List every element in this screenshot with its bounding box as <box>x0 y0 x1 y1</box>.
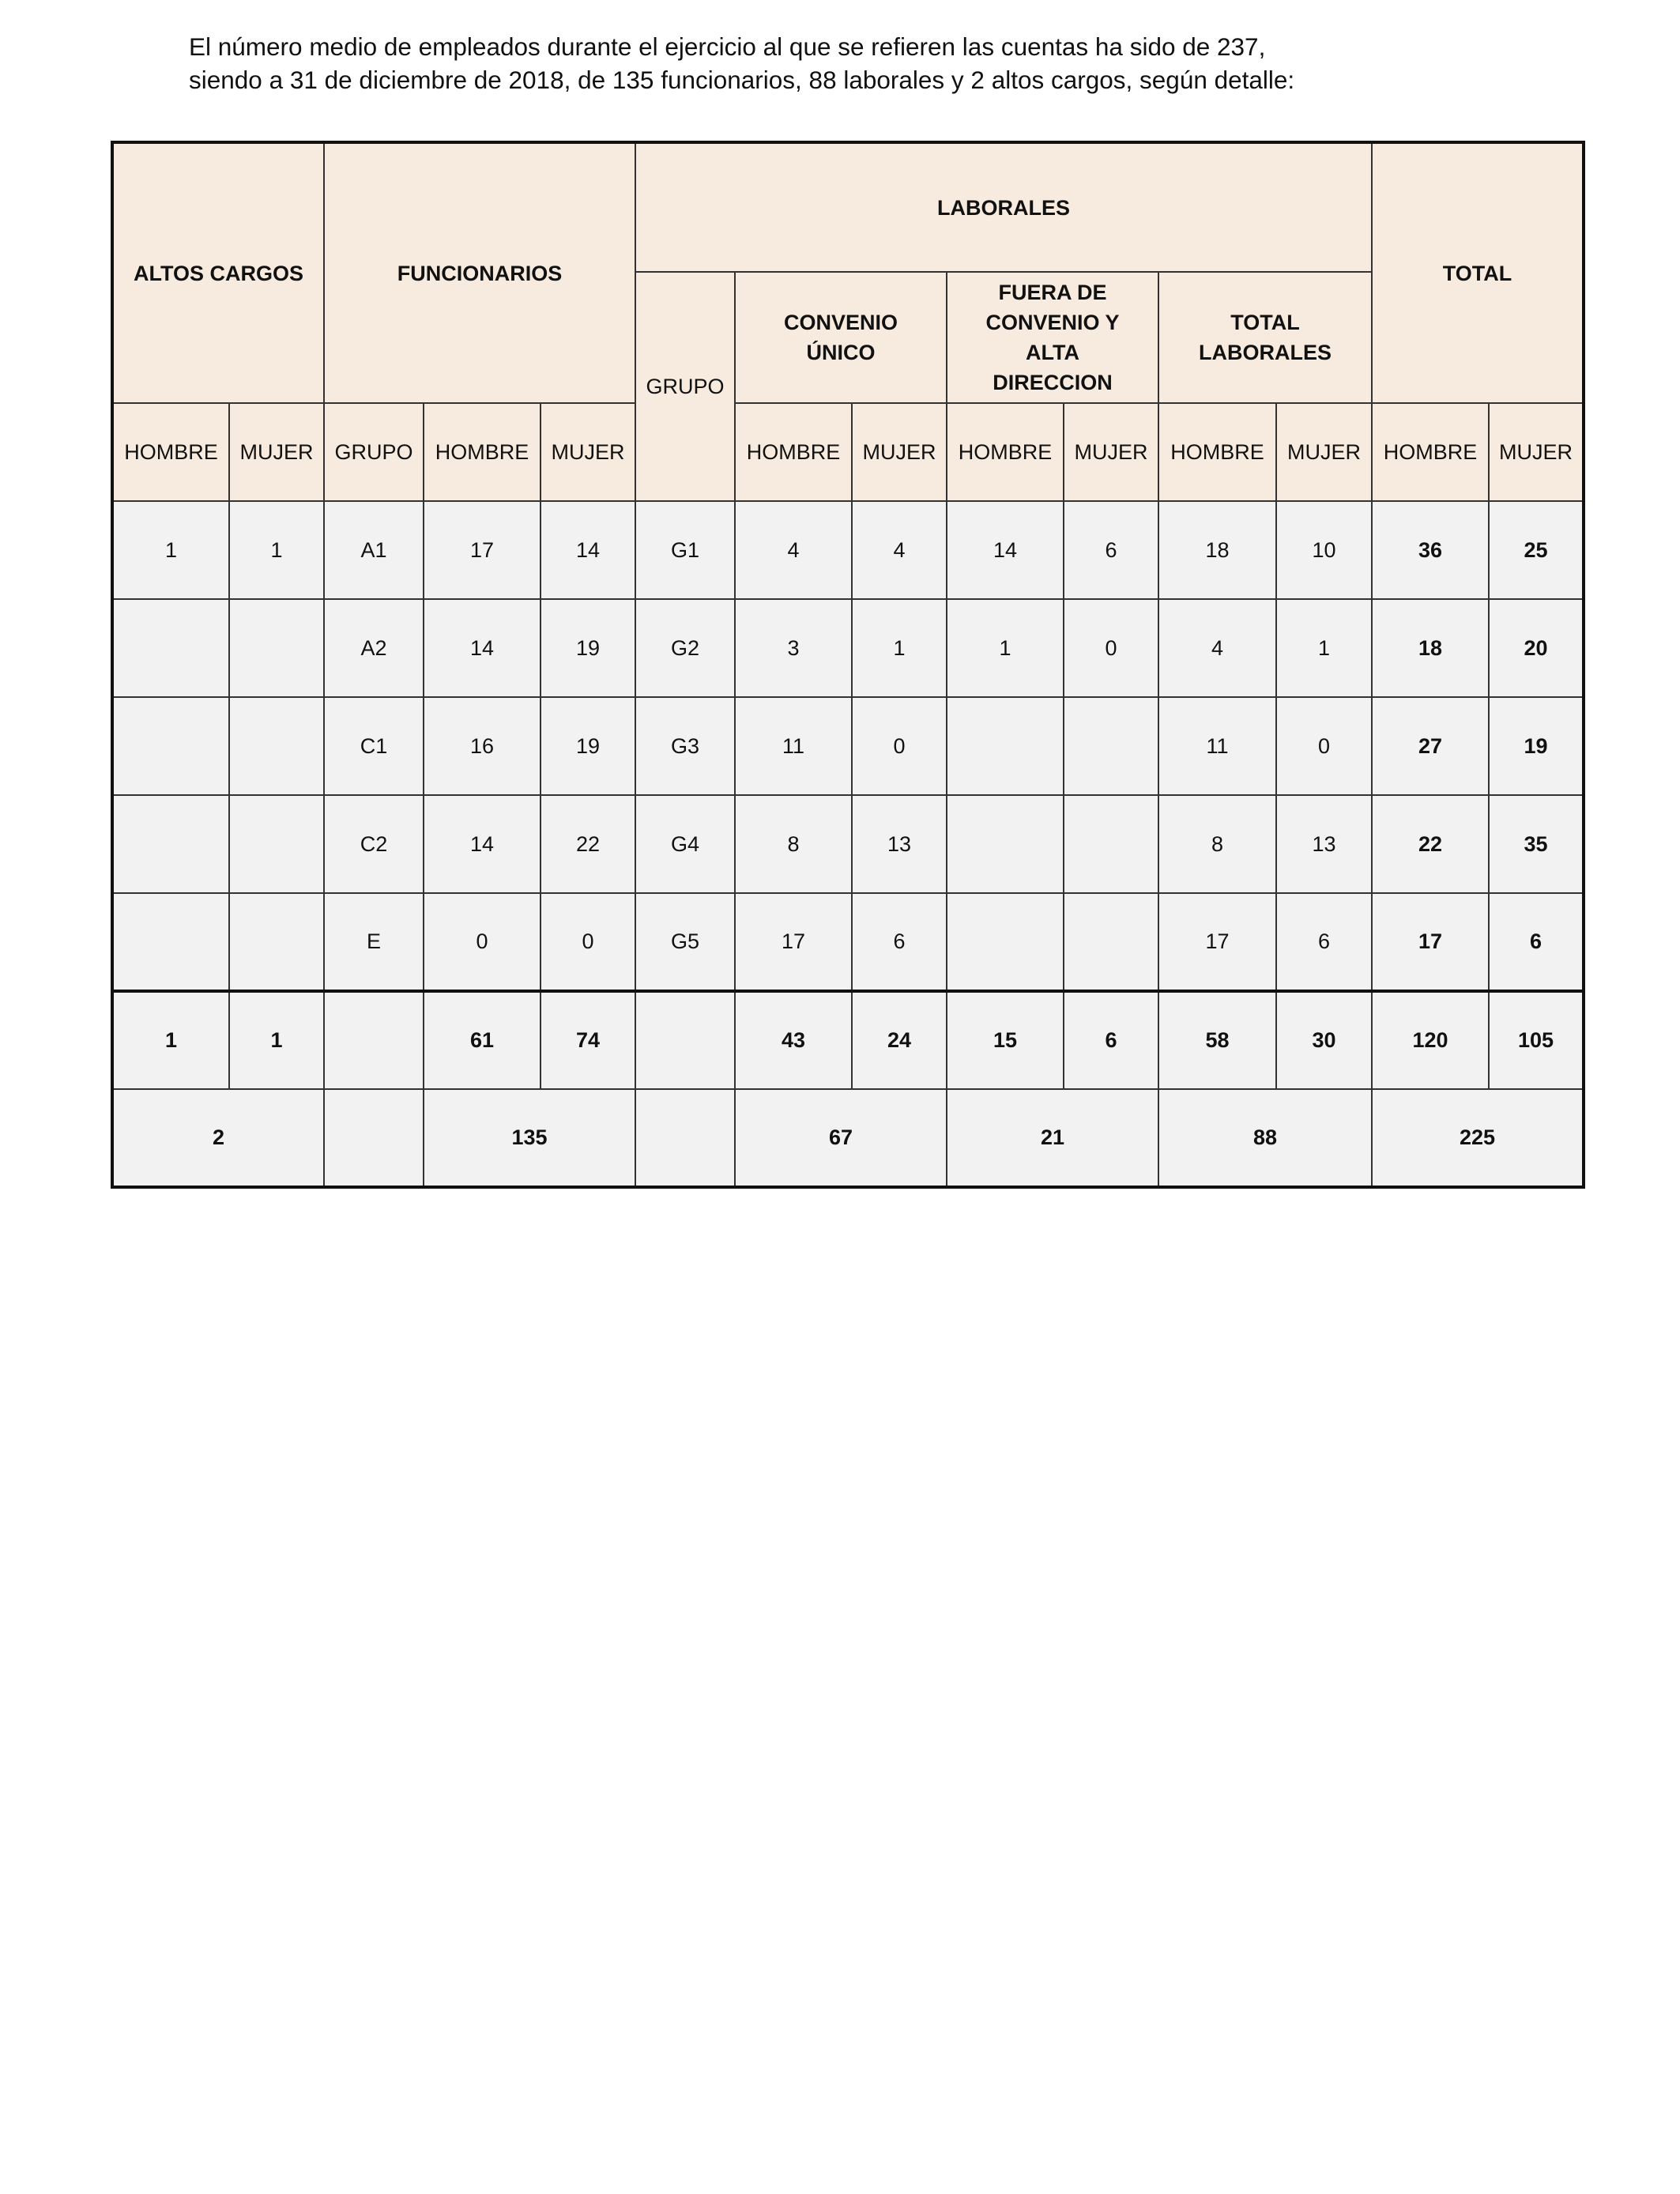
header-cu-hombre: HOMBRE <box>735 403 852 501</box>
cell-l-grupo: G5 <box>635 893 735 991</box>
cell-tl-hombre: 4 <box>1158 599 1276 697</box>
table-row <box>112 501 1584 599</box>
cell-fc-mujer: 6 <box>1064 501 1158 599</box>
subtotal-t-hombre: 120 <box>1372 991 1489 1089</box>
intro-line-2: siendo a 31 de diciembre de 2018, de 135 funcionarios, 88 laborales y 2 altos cargos, según detalle: <box>189 66 1295 94</box>
header-f-hombre: HOMBRE <box>424 403 541 501</box>
cell-tl-hombre: 11 <box>1158 697 1276 795</box>
cell-l-grupo: G4 <box>635 795 735 893</box>
cell-fc-mujer: 0 <box>1064 599 1158 697</box>
subtotal-fc-hombre: 15 <box>947 991 1064 1089</box>
total-l-grupo-empty <box>635 1089 735 1187</box>
cell-fc-hombre <box>947 795 1064 893</box>
cell-tl-mujer: 6 <box>1276 893 1372 991</box>
cell-f-hombre: 16 <box>424 697 541 795</box>
total-row <box>112 1089 1584 1187</box>
cell-cu-mujer: 13 <box>852 795 947 893</box>
cell-tl-hombre: 17 <box>1158 893 1276 991</box>
employee-table <box>111 141 1585 1189</box>
subtotal-f-grupo-empty <box>324 991 424 1089</box>
cell-fc-hombre: 1 <box>947 599 1064 697</box>
cell-f-grupo: E <box>324 893 424 991</box>
table-row <box>112 599 1584 697</box>
cell-ac-mujer <box>229 893 324 991</box>
cell-t-hombre: 27 <box>1372 697 1489 795</box>
table-row <box>112 795 1584 893</box>
header-t-mujer: MUJER <box>1489 403 1584 501</box>
total-f-grupo-empty <box>324 1089 424 1187</box>
cell-ac-mujer <box>229 599 324 697</box>
cell-fc-hombre <box>947 697 1064 795</box>
cell-cu-hombre: 8 <box>735 795 852 893</box>
subtotal-f-hombre: 61 <box>424 991 541 1089</box>
cell-t-hombre: 36 <box>1372 501 1489 599</box>
header-convenio-unico: CONVENIO ÚNICO <box>735 272 947 403</box>
subtotal-cu-mujer: 24 <box>852 991 947 1089</box>
total-convenio-unico: 67 <box>735 1089 947 1187</box>
header-ac-hombre: HOMBRE <box>112 403 229 501</box>
subtotal-t-mujer: 105 <box>1489 991 1584 1089</box>
cell-ac-hombre <box>112 697 229 795</box>
header-f-grupo: GRUPO <box>324 403 424 501</box>
cell-f-hombre: 14 <box>424 795 541 893</box>
cell-ac-hombre <box>112 795 229 893</box>
subtotal-tl-mujer: 30 <box>1276 991 1372 1089</box>
cell-f-grupo: A1 <box>324 501 424 599</box>
cell-t-mujer: 35 <box>1489 795 1584 893</box>
cell-cu-mujer: 1 <box>852 599 947 697</box>
cell-f-mujer: 0 <box>541 893 635 991</box>
header-f-mujer: MUJER <box>541 403 635 501</box>
cell-ac-mujer: 1 <box>229 501 324 599</box>
header-fuera-convenio: FUERA DE CONVENIO Y ALTA DIRECCION <box>947 272 1158 403</box>
subtotal-cu-hombre: 43 <box>735 991 852 1089</box>
cell-fc-hombre <box>947 893 1064 991</box>
cell-t-hombre: 17 <box>1372 893 1489 991</box>
cell-ac-hombre <box>112 599 229 697</box>
subtotal-tl-hombre: 58 <box>1158 991 1276 1089</box>
total-fuera-convenio: 21 <box>947 1089 1158 1187</box>
cell-f-grupo: C2 <box>324 795 424 893</box>
cell-cu-hombre: 11 <box>735 697 852 795</box>
cell-ac-hombre: 1 <box>112 501 229 599</box>
header-fc-hombre: HOMBRE <box>947 403 1064 501</box>
cell-cu-hombre: 3 <box>735 599 852 697</box>
cell-f-mujer: 19 <box>541 697 635 795</box>
intro-line-1: El número medio de empleados durante el ejercicio al que se refieren las cuentas ha sido de 237, <box>189 32 1266 61</box>
header-tl-hombre: HOMBRE <box>1158 403 1276 501</box>
cell-fc-mujer <box>1064 795 1158 893</box>
cell-f-hombre: 17 <box>424 501 541 599</box>
subtotal-l-grupo-empty <box>635 991 735 1089</box>
cell-tl-mujer: 0 <box>1276 697 1372 795</box>
header-laborales-grupo: GRUPO <box>635 272 735 501</box>
total-funcionarios: 135 <box>424 1089 635 1187</box>
cell-l-grupo: G2 <box>635 599 735 697</box>
cell-ac-mujer <box>229 795 324 893</box>
subtotal-f-mujer: 74 <box>541 991 635 1089</box>
cell-tl-hombre: 8 <box>1158 795 1276 893</box>
cell-t-hombre: 22 <box>1372 795 1489 893</box>
header-laborales: LABORALES <box>635 142 1372 272</box>
header-funcionarios: FUNCIONARIOS <box>324 142 635 403</box>
header-cu-mujer: MUJER <box>852 403 947 501</box>
header-fc-mujer: MUJER <box>1064 403 1158 501</box>
total-total: 225 <box>1372 1089 1584 1187</box>
cell-l-grupo: G1 <box>635 501 735 599</box>
total-total-laborales: 88 <box>1158 1089 1372 1187</box>
cell-tl-hombre: 18 <box>1158 501 1276 599</box>
cell-cu-mujer: 0 <box>852 697 947 795</box>
cell-f-mujer: 19 <box>541 599 635 697</box>
total-altos-cargos: 2 <box>112 1089 324 1187</box>
cell-l-grupo: G3 <box>635 697 735 795</box>
header-tl-mujer: MUJER <box>1276 403 1372 501</box>
cell-f-hombre: 14 <box>424 599 541 697</box>
cell-cu-mujer: 6 <box>852 893 947 991</box>
cell-tl-mujer: 13 <box>1276 795 1372 893</box>
table-row <box>112 697 1584 795</box>
cell-cu-hombre: 17 <box>735 893 852 991</box>
cell-f-mujer: 14 <box>541 501 635 599</box>
cell-f-grupo: A2 <box>324 599 424 697</box>
cell-tl-mujer: 10 <box>1276 501 1372 599</box>
subtotal-fc-mujer: 6 <box>1064 991 1158 1089</box>
intro-paragraph <box>189 30 1488 96</box>
subtotal-row <box>112 991 1584 1089</box>
header-total-laborales: TOTAL LABORALES <box>1158 272 1372 403</box>
cell-ac-mujer <box>229 697 324 795</box>
cell-t-mujer: 19 <box>1489 697 1584 795</box>
cell-t-hombre: 18 <box>1372 599 1489 697</box>
cell-f-mujer: 22 <box>541 795 635 893</box>
cell-fc-mujer <box>1064 697 1158 795</box>
cell-cu-hombre: 4 <box>735 501 852 599</box>
header-total: TOTAL <box>1372 142 1584 403</box>
cell-ac-hombre <box>112 893 229 991</box>
cell-t-mujer: 6 <box>1489 893 1584 991</box>
cell-fc-mujer <box>1064 893 1158 991</box>
cell-tl-mujer: 1 <box>1276 599 1372 697</box>
cell-cu-mujer: 4 <box>852 501 947 599</box>
subtotal-ac-hombre: 1 <box>112 991 229 1089</box>
header-t-hombre: HOMBRE <box>1372 403 1489 501</box>
cell-fc-hombre: 14 <box>947 501 1064 599</box>
cell-f-hombre: 0 <box>424 893 541 991</box>
header-altos-cargos: ALTOS CARGOS <box>112 142 324 403</box>
cell-f-grupo: C1 <box>324 697 424 795</box>
subtotal-ac-mujer: 1 <box>229 991 324 1089</box>
cell-t-mujer: 25 <box>1489 501 1584 599</box>
table-row <box>112 893 1584 991</box>
header-ac-mujer: MUJER <box>229 403 324 501</box>
cell-t-mujer: 20 <box>1489 599 1584 697</box>
